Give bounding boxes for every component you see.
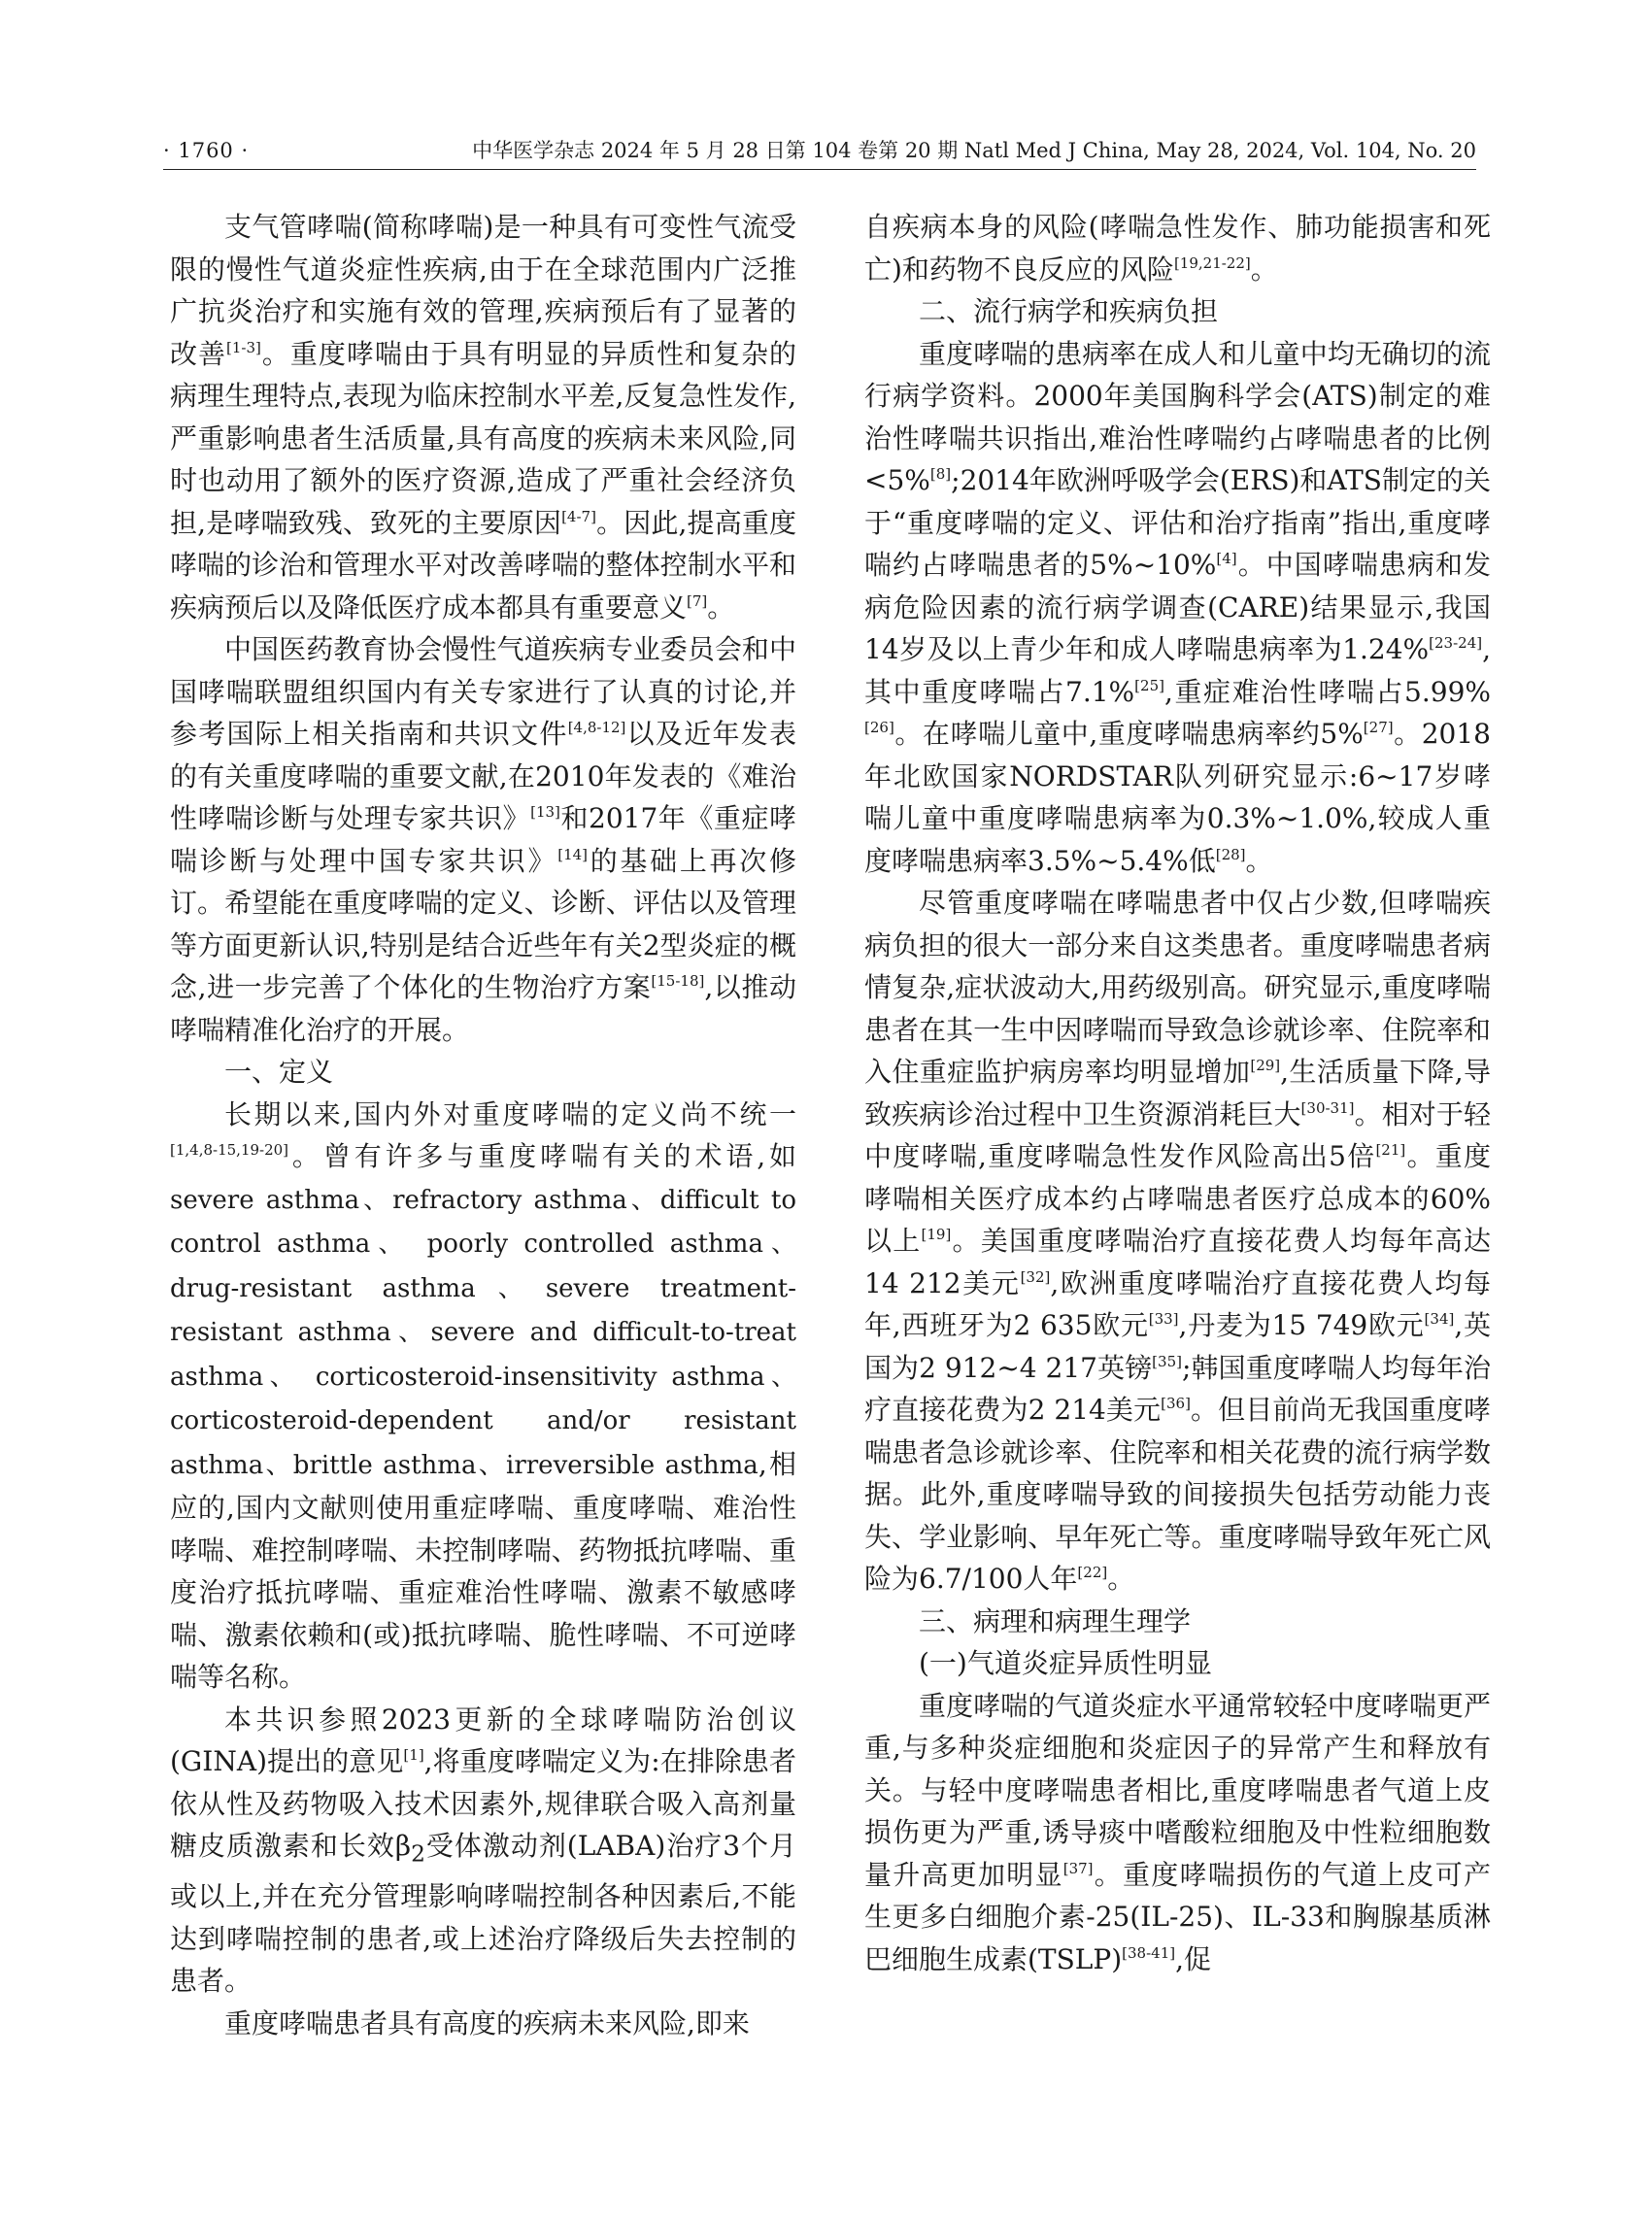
paragraph: 重度哮喘患者具有高度的疾病未来风险,即来 — [224, 2006, 750, 2040]
paragraph: 支气管哮喘(简称哮喘)是一种具有可变性气流受限的慢性气道炎症性疾病,由于在全球范围内广泛推广抗炎治疗和实施有效的管理,疾病预后有了显著的改善[1-3]。重度哮喘由于具有明显的异质性和复杂的病理生理特点,表现为临床控制水平差,反复急性发作,严重影响患者生活质量,具有高度的疾病未来风险,同时也动用了额外的医疗资源,造成了严重社会经济负担,是哮喘致残、致死的主要原因[4-7]。因此,提高重度哮喘的诊治和管理水平对改善哮喘的整体控制水平和疾病预后以及降低医疗成本都具有重要意义[7]。 — [170, 211, 796, 624]
citation: [1-3] — [226, 338, 261, 356]
citation: [37] — [1062, 1859, 1094, 1877]
citation: [36] — [1161, 1395, 1191, 1412]
citation: [4,8-12] — [567, 719, 626, 736]
citation: [33] — [1148, 1310, 1179, 1328]
citation: [32] — [1020, 1267, 1051, 1286]
citation: [27] — [1363, 719, 1394, 736]
citation: [25] — [1134, 676, 1164, 694]
page-number: · 1760 · — [163, 139, 250, 162]
left-column — [170, 206, 796, 2044]
citation: [22] — [1077, 1564, 1108, 1581]
citation: [8] — [929, 465, 952, 483]
paragraph: 尽管重度哮喘在哮喘患者中仅占少数,但哮喘疾病负担的很大一部分来自这类患者。重度哮喘患者病情复杂,症状波动大,用药级别高。研究显示,重度哮喘患者在其一生中因哮喘而导致急诊就诊率、住院率和入住重症监护病房率均明显增加[29],生活质量下降,导致疾病诊治过程中卫生资源消耗巨大[30-31]。相对于轻中度哮喘,重度哮喘急性发作风险高出5倍[21]。重度哮喘相关医疗成本约占哮喘患者医疗总成本的60%以上[19]。美国重度哮喘治疗直接花费人均每年高达14 212美元[32],欧洲重度哮喘治疗直接花费人均每年,西班牙为2 635欧元[33],丹麦为15 749欧元[34],英国为2 912~4 217英镑[35];韩国重度哮喘人均每年治疗直接花费为2 214美元[36]。但目前尚无我国重度哮喘患者急诊就诊率、住院率和相关花费的流行病学数据。此外,重度哮喘导致的间接损失包括劳动能力丧失、学业影响、早年死亡等。重度哮喘导致年死亡风险为6.7/100人年[22]。 — [864, 887, 1492, 1595]
citation: [29] — [1250, 1057, 1281, 1074]
english-terms: severe asthma、refractory asthma、difficult to control asthma、 poorly controlled asthma、 drug-resistant asthma、severe treatment-resistant asthma、severe and difficult-to-treat asthma、 corticosteroid-insensitivity asthma、 corticosteroid-dependent and/or resistant asthma、brittle asthma、irreversible asthma — [170, 1185, 796, 1480]
section-heading: 三、病理和病理生理学 — [919, 1604, 1192, 1637]
section-heading: 二、流行病学和疾病负担 — [919, 295, 1219, 327]
citation: [19,21-22] — [1173, 253, 1251, 272]
citation: [35] — [1152, 1352, 1182, 1370]
right-column — [864, 206, 1491, 1980]
citation: [21] — [1375, 1141, 1406, 1159]
section-heading: 一、定义 — [224, 1056, 334, 1088]
citation: [13] — [530, 803, 560, 821]
citation: [14] — [557, 845, 589, 863]
citation: [4] — [1216, 550, 1237, 567]
running-header — [163, 132, 1476, 170]
paragraph: 重度哮喘的患病率在成人和儿童中均无确切的流行病学资料。2000年美国胸科学会(ATS)制定的难治性哮喘共识指出,难治性哮喘约占哮喘患者的比例<5%[8];2014年欧洲呼吸学会(ERS)和ATS制定的关于“重度哮喘的定义、评估和治疗指南”指出,重度哮喘约占哮喘患者的5%~10%[4]。中国哮喘患病和发病危险因素的流行病学调查(CARE)结果显示,我国14岁及以上青少年和成人哮喘患病率为1.24%[23-24],其中重度哮喘占7.1%[25],重症难治性哮喘占5.99%[26]。在哮喘儿童中,重度哮喘患病率约5%[27]。2018年北欧国家NORDSTAR队列研究显示:6~17岁哮喘儿童中重度哮喘患病率为0.3%~1.0%,较成人重度哮喘患病率3.5%~5.4%低[28]。 — [864, 337, 1491, 877]
citation: [19] — [921, 1226, 952, 1243]
citation: [1] — [403, 1746, 424, 1764]
paragraph: 本共识参照2023更新的全球哮喘防治创议(GINA)提出的意见[1],将重度哮喘定义为:在排除患者依从性及药物吸入技术因素外,规律联合吸入高剂量糖皮质激素和长效$\beta_2$受体激动剂(LABA)治疗3个月或以上,并在充分管理影响哮喘控制各种因素后,不能达到哮喘控制的患者,或上述治疗降级后失去控制的患者。 — [170, 1702, 796, 1998]
citation: [1,4,8-15,19-20] — [170, 1141, 289, 1159]
citation: [34] — [1424, 1310, 1455, 1328]
citation: [4-7] — [561, 507, 596, 525]
citation: [7] — [687, 591, 708, 610]
citation: [38-41] — [1122, 1943, 1176, 1962]
citation: [30-31] — [1300, 1098, 1355, 1117]
citation: [23-24] — [1429, 634, 1483, 652]
citation: [28] — [1215, 845, 1246, 863]
citation: [15-18] — [651, 972, 705, 990]
journal-citation: 中华医学杂志 2024 年 5 月 28 日第 104 卷第 20 期 Natl Med J China, May 28, 2024, Vol. 104, No. 20 — [472, 139, 1476, 162]
paragraph: 长期以来,国内外对重度哮喘的定义尚不统一[1,4,8-15,19-20]。曾有许多与重度哮喘有关的术语,如 severe asthma、refractory asthma、difficult to control asthma、 poorly controlled asthma、 drug-resistant asthma、severe treatment-resistant asthma、severe and difficult-to-treat asthma、 corticosteroid-insensitivity asthma、 corticosteroid-dependent and/or resistant asthma、brittle asthma、irreversible asthma,相应的,国内文献则使用重症哮喘、重度哮喘、难治性哮喘、难控制哮喘、未控制哮喘、药物抵抗哮喘、重度治疗抵抗哮喘、重症难治性哮喘、激素不敏感哮喘、激素依赖和(或)抵抗哮喘、脆性哮喘、不可逆哮喘等名称。 — [170, 1097, 796, 1693]
paragraph: 自疾病本身的风险(哮喘急性发作、肺功能损害和死亡)和药物不良反应的风险[19,21-22]。 — [864, 211, 1491, 286]
paragraph: 重度哮喘的气道炎症水平通常较轻中度哮喘更严重,与多种炎症细胞和炎症因子的异常产生和释放有关。与轻中度哮喘患者相比,重度哮喘患者气道上皮损伤更为严重,诱导痰中嗜酸粒细胞及中性粒细胞数量升高更加明显[37]。重度哮喘损伤的气道上皮可产生更多白细胞介素-25(IL-25)、IL-33和胸腺基质淋巴细胞生成素(TSLP)[38-41],促 — [864, 1689, 1491, 1975]
subsection-heading: (一)气道炎症异质性明显 — [919, 1647, 1212, 1679]
citation: [26] — [864, 719, 894, 736]
paragraph: 中国医药教育协会慢性气道疾病专业委员会和中国哮喘联盟组织国内有关专家进行了认真的讨论,并参考国际上相关指南和共识文件[4,8-12]以及近年发表的有关重度哮喘的重要文献,在2010年发表的《难治性哮喘诊断与处理专家共识》[13]和2017年《重症哮喘诊断与处理中国专家共识》[14]的基础上再次修订。希望能在重度哮喘的定义、诊断、评估以及管理等方面更新认识,特别是结合近些年有关2型炎症的概念,进一步完善了个体化的生物治疗方案[15-18],以推动哮喘精准化治疗的开展。 — [170, 633, 796, 1046]
